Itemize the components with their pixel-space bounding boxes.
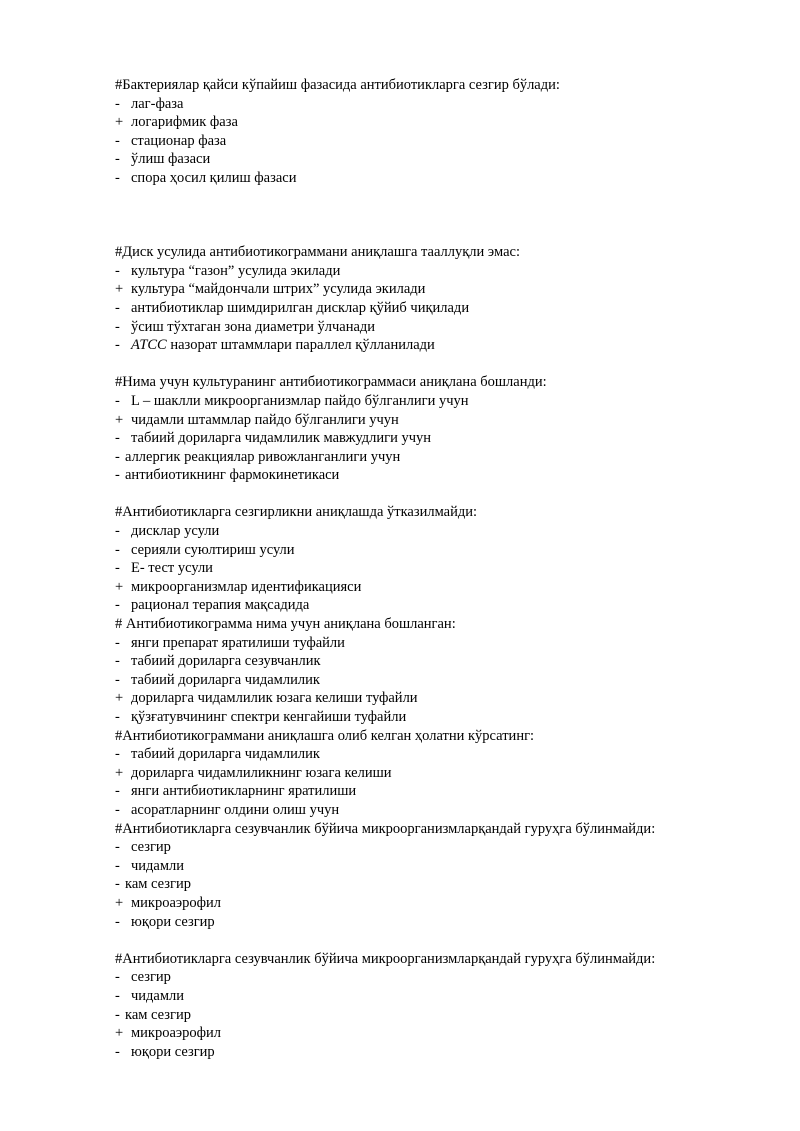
- option-marker: -: [115, 857, 120, 874]
- option-text: табиий дориларга сезувчанлик: [131, 653, 321, 670]
- option-marker: -: [115, 467, 120, 484]
- option-marker: +: [115, 411, 124, 428]
- option-text: лаг-фаза: [131, 95, 184, 112]
- answer-option: [115, 299, 755, 318]
- answer-option: [115, 559, 755, 578]
- answer-option: [115, 764, 755, 783]
- option-marker: +: [115, 114, 124, 131]
- option-text-italic: ATCC: [131, 337, 167, 354]
- option-text: асоратларнинг олдини олиш учун: [131, 801, 340, 818]
- spacer: [115, 355, 755, 374]
- answer-option: [115, 1024, 755, 1043]
- option-text: сезгир: [131, 839, 171, 856]
- option-marker: -: [115, 969, 120, 986]
- option-marker: +: [115, 578, 124, 595]
- answer-option: [115, 132, 755, 151]
- spacer: [115, 188, 755, 225]
- answer-option: [115, 578, 755, 597]
- option-marker: -: [115, 876, 120, 893]
- option-marker: -: [115, 151, 120, 168]
- option-marker: -: [115, 653, 120, 670]
- option-marker: -: [115, 801, 120, 818]
- option-marker: -: [115, 448, 120, 465]
- option-marker: -: [115, 783, 120, 800]
- option-text: спора ҳосил қилиш фазаси: [131, 169, 297, 186]
- question-heading: #Антибиотикларга сезувчанлик бўйича микроорганизмларқандай гуруҳга бўлинмайди:: [115, 950, 656, 967]
- answer-option: [115, 95, 755, 114]
- option-marker: -: [115, 671, 120, 688]
- option-text: стационар фаза: [131, 132, 227, 149]
- option-marker: -: [115, 746, 120, 763]
- option-marker: -: [115, 560, 120, 577]
- spacer: [115, 485, 755, 504]
- answer-option: [115, 634, 755, 653]
- option-marker: -: [115, 987, 120, 1004]
- option-marker: -: [115, 634, 120, 651]
- answer-option: [115, 671, 755, 690]
- option-marker: +: [115, 894, 124, 911]
- answer-option: [115, 987, 755, 1006]
- option-marker: -: [115, 913, 120, 930]
- option-text: чидамли: [131, 857, 185, 874]
- answer-option: [115, 801, 755, 820]
- option-marker: -: [115, 337, 120, 354]
- option-text: чидамли: [131, 987, 185, 1004]
- option-marker: -: [115, 523, 120, 540]
- answer-option: [115, 968, 755, 987]
- option-text: дисклар усули: [131, 523, 220, 540]
- option-marker: -: [115, 597, 120, 614]
- option-marker: +: [115, 1025, 124, 1042]
- question-heading: # Антибиотикограмма нима учун аниқлана бошланган:: [115, 616, 456, 633]
- answer-option: [115, 652, 755, 671]
- option-text: аллергик реакциялар ривожланганлиги учун: [125, 448, 401, 465]
- answer-option: [115, 1006, 755, 1025]
- answer-option: [115, 522, 755, 541]
- option-marker: -: [115, 839, 120, 856]
- option-text: дориларга чидамлилик юзага келиши туфайли: [131, 690, 418, 707]
- option-text: антибиотикнинг фармокинетикаси: [125, 467, 340, 484]
- option-marker: -: [115, 709, 120, 725]
- option-text: табиий дориларга чидамлилик: [131, 746, 320, 763]
- option-marker: -: [115, 169, 120, 186]
- answer-option: [115, 466, 755, 485]
- answer-option: [115, 913, 755, 932]
- answer-option: [115, 262, 755, 281]
- option-text: юқори сезгир: [131, 913, 215, 930]
- option-marker: -: [115, 430, 120, 447]
- option-text: табиий дориларга чидамлилик мавжудлиги учун: [131, 430, 432, 447]
- answer-option: [115, 336, 755, 355]
- question-heading: #Бактериялар қайси кўпайиш фазасида антибиотикларга сезгир бўлади:: [115, 77, 560, 93]
- document-content: [115, 76, 755, 1061]
- option-text: культура “газон” усулида экилади: [131, 262, 341, 279]
- option-text: микроаэрофил: [131, 1025, 222, 1042]
- spacer: [115, 225, 755, 244]
- option-text: логарифмик фаза: [131, 114, 238, 131]
- answer-option: [115, 448, 755, 467]
- answer-option: [115, 875, 755, 894]
- option-text: культура “майдончали штрих” усулида экилади: [131, 281, 426, 298]
- option-marker: -: [115, 95, 120, 112]
- answer-option: [115, 708, 755, 727]
- answer-option: [115, 150, 755, 169]
- option-text: серияли суюлтириш усули: [131, 541, 295, 558]
- option-marker: -: [115, 132, 120, 149]
- option-text: дориларга чидамлиликнинг юзага келиши: [131, 764, 392, 781]
- option-text: сезгир: [131, 969, 171, 986]
- answer-option: [115, 689, 755, 708]
- option-text: табиий дориларга чидамлилик: [131, 671, 320, 688]
- option-text: микроаэрофил: [131, 894, 222, 911]
- option-text: янги препарат яратилиши туфайли: [131, 634, 345, 651]
- question-heading: #Нима учун культуранинг антибиотикограммаси аниқлана бошланди:: [115, 374, 547, 391]
- answer-option: [115, 280, 755, 299]
- answer-option: [115, 169, 755, 188]
- answer-option: [115, 429, 755, 448]
- option-marker: -: [115, 1043, 120, 1060]
- option-text: кам сезгир: [125, 876, 191, 893]
- question-heading: #Диск усулида антибиотикограммани аниқлашга тааллуқли эмас:: [115, 244, 520, 261]
- option-marker: -: [115, 318, 120, 335]
- answer-option: [115, 838, 755, 857]
- option-text: чидамли штаммлар пайдо бўлганлиги учун: [131, 411, 399, 428]
- answer-option: [115, 411, 755, 430]
- option-marker: -: [115, 299, 120, 316]
- option-marker: +: [115, 690, 124, 707]
- answer-option: [115, 782, 755, 801]
- spacer: [115, 931, 755, 950]
- question-heading: #Антибиотикограммани аниқлашга олиб келган ҳолатни кўрсатинг:: [115, 727, 535, 744]
- answer-option: [115, 392, 755, 411]
- option-text: назорат штаммлари параллел қўлланилади: [166, 337, 435, 354]
- option-marker: +: [115, 281, 124, 298]
- option-text: антибиотиклар шимдирилган дисклар қўйиб чиқилади: [131, 299, 470, 316]
- answer-option: [115, 857, 755, 876]
- option-text: ўлиш фазаси: [131, 151, 211, 168]
- option-text: L – шаклли микроорганизмлар пайдо бўлганлиги учун: [131, 392, 469, 409]
- answer-option: [115, 1043, 755, 1062]
- answer-option: [115, 745, 755, 764]
- answer-option: [115, 113, 755, 132]
- answer-option: [115, 318, 755, 337]
- option-marker: -: [115, 1006, 120, 1023]
- option-text: E- тест усули: [131, 560, 213, 577]
- answer-option: [115, 894, 755, 913]
- option-text: юқори сезгир: [131, 1043, 215, 1060]
- option-marker: +: [115, 764, 124, 781]
- option-text: қўзғатувчининг спектри кенгайиши туфайли: [131, 709, 407, 725]
- question-heading: #Антибиотикларга сезгирликни аниқлашда ўтказилмайди:: [115, 504, 478, 521]
- option-marker: -: [115, 392, 120, 409]
- option-text: рационал терапия мақсадида: [131, 597, 310, 614]
- answer-option: [115, 541, 755, 560]
- option-text: микроорганизмлар идентификацияси: [131, 578, 362, 595]
- option-marker: -: [115, 262, 120, 279]
- option-text: кам сезгир: [125, 1006, 191, 1023]
- option-text: ўсиш тўхтаган зона диаметри ўлчанади: [131, 318, 376, 335]
- option-text: янги антибиотикларнинг яратилиши: [131, 783, 357, 800]
- option-marker: -: [115, 541, 120, 558]
- question-heading: #Антибиотикларга сезувчанлик бўйича микроорганизмларқандай гуруҳга бўлинмайди:: [115, 820, 656, 837]
- answer-option: [115, 596, 755, 615]
